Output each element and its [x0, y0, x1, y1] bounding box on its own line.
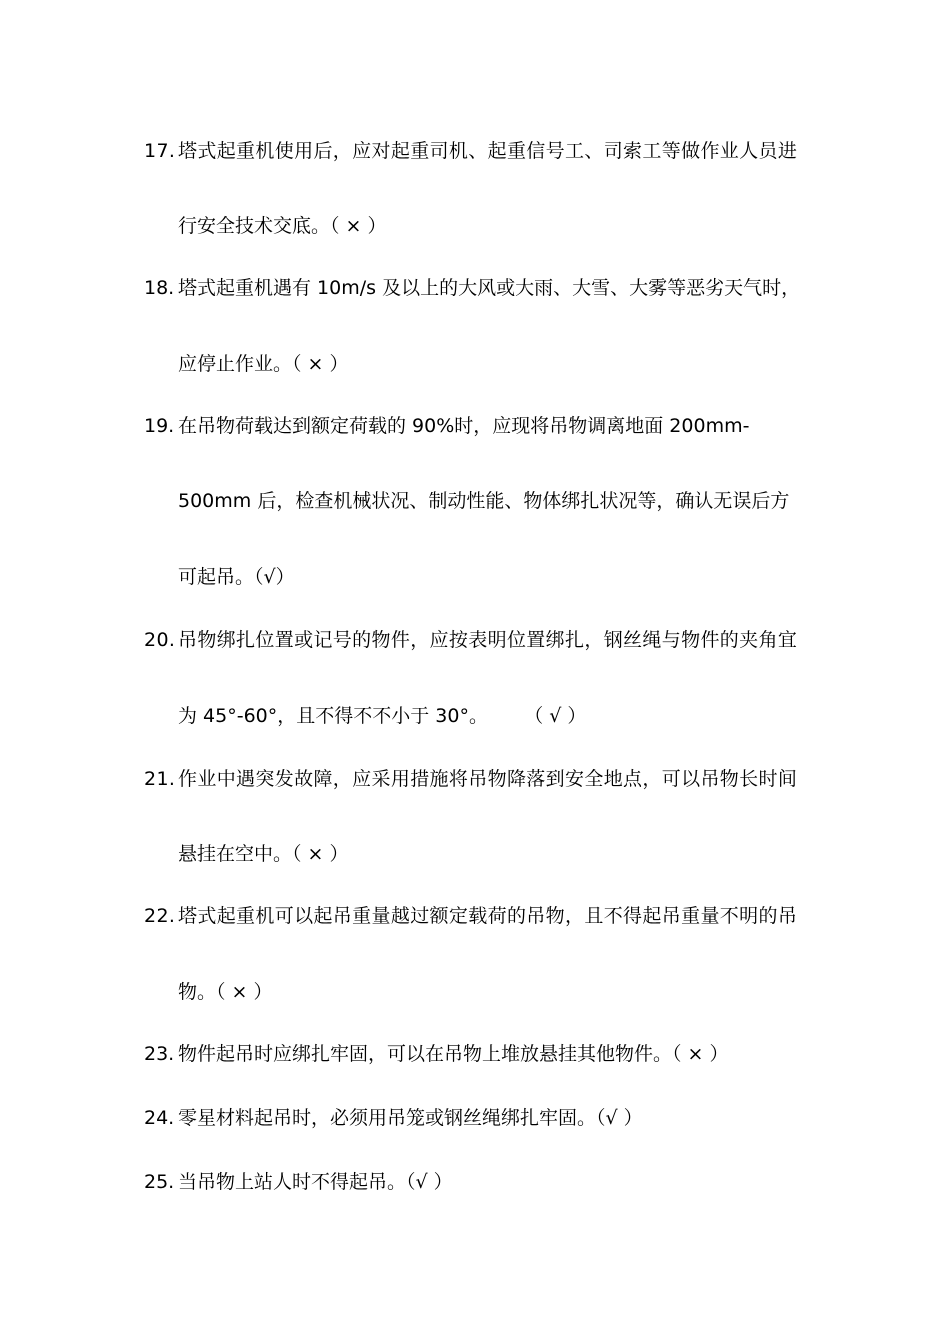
item-20-line-1 — [144, 628, 816, 652]
item-21-line-1 — [144, 767, 816, 791]
item-23-text: 物件起吊时应绑扎牢固，可以在吊物上堆放悬挂其他物件。（ × ） — [178, 1043, 729, 1065]
item-22-line-1 — [144, 904, 816, 928]
item-23-number: 23. — [144, 1043, 175, 1065]
item-22-text: 塔式起重机可以起吊重量越过额定载荷的吊物，且不得起吊重量不明的吊 — [178, 905, 798, 927]
item-21-text: 作业中遇突发故障，应采用措施将吊物降落到安全地点，可以吊物长时间 — [178, 768, 798, 790]
item-17-number: 17. — [144, 140, 176, 162]
item-17-line-1 — [144, 139, 816, 163]
item-18-line-2: 应停止作业。（ × ） — [178, 353, 349, 375]
item-19-line-1 — [144, 414, 816, 438]
item-20-number: 20. — [144, 629, 176, 651]
item-19-line-3: 可起吊。（√） — [178, 566, 295, 588]
item-25-line-1 — [144, 1170, 816, 1194]
item-18-text: 塔式起重机遇有 10m/s 及以上的大风或大雨、大雪、大雾等恶劣天气时， — [178, 277, 801, 299]
item-21-line-2: 悬挂在空中。（ × ） — [178, 843, 349, 865]
item-23-line-1 — [144, 1042, 816, 1066]
item-17-line-2: 行安全技术交底。（ × ） — [178, 215, 387, 237]
item-17-text: 塔式起重机使用后，应对起重司机、起重信号工、司索工等做作业人员进 — [178, 140, 798, 162]
item-19-text: 在吊物荷载达到额定荷载的 90%时，应现将吊物调离地面 200mm- — [178, 415, 750, 437]
item-25-text: 当吊物上站人时不得起吊。（√ ） — [178, 1171, 453, 1193]
item-21-number: 21. — [144, 768, 176, 790]
item-19-line-2: 500mm 后，检查机械状况、制动性能、物体绑扎状况等，确认无误后方 — [178, 490, 790, 512]
item-18-number: 18. — [144, 277, 175, 299]
item-25-number: 25. — [144, 1171, 175, 1193]
item-24-number: 24. — [144, 1107, 175, 1129]
item-20-line-2: 为 45°-60°，且不得不不小于 30°。 （ √ ） — [178, 705, 587, 727]
item-22-number: 22. — [144, 905, 176, 927]
item-22-line-2: 物。（ × ） — [178, 981, 273, 1003]
item-18-line-1 — [144, 276, 816, 300]
item-24-line-1 — [144, 1106, 816, 1130]
item-20-text: 吊物绑扎位置或记号的物件，应按表明位置绑扎，钢丝绳与物件的夹角宜 — [178, 629, 798, 651]
item-19-number: 19. — [144, 415, 175, 437]
item-24-text: 零星材料起吊时，必须用吊笼或钢丝绳绑扎牢固。（√ ） — [178, 1107, 643, 1129]
